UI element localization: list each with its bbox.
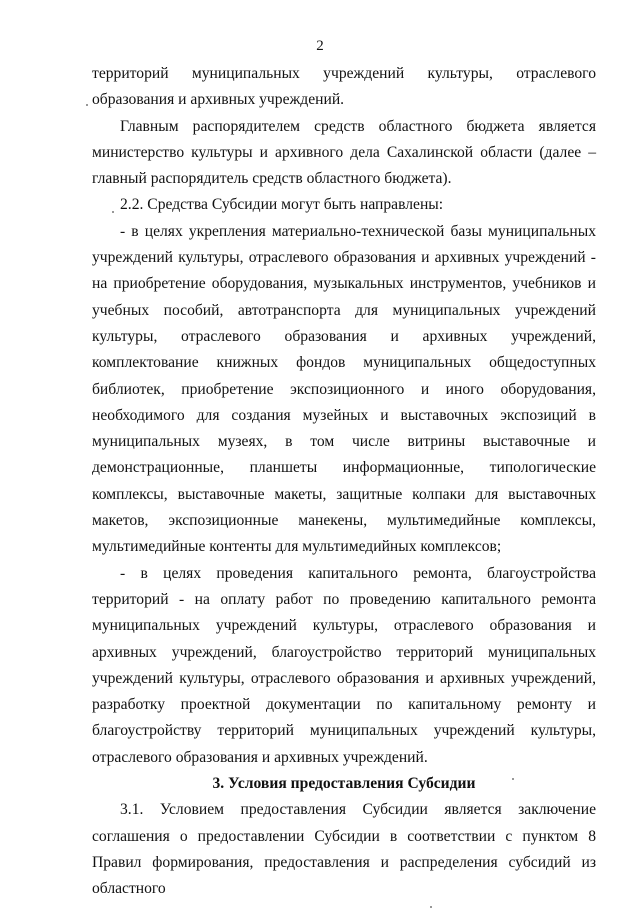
paragraph-chief-administrator: Главным распорядителем средств областного бюджета является министерство культуры и архивного дела Сахалинской области (далее – главный распорядитель средств областного бюджета). xyxy=(92,117,596,188)
scan-speck xyxy=(112,211,114,213)
section-heading: 3. Условия предоставления Субсидии xyxy=(212,775,476,793)
document-body xyxy=(92,61,596,903)
paragraph-capital-repair: - в целях проведения капитального ремонта, благоустройства территорий - на оплату работ по проведению капитального ремонта муниципальных учреждений культуры, отраслевого образования и архивных учреждений, благоустройство территорий муниципальных учреждений культуры, отраслевого образования и архивных учреждений, разработку проектной документации по капитальному ремонту и благоустройству территорий муниципальных учреждений культуры, отраслевого образования и архивных учреждений. xyxy=(92,564,596,766)
scan-speck xyxy=(430,906,432,908)
paragraph-subsidy-directions: 2.2. Средства Субсидии могут быть направлены: xyxy=(120,196,444,214)
page-number: 2 xyxy=(316,38,324,54)
paragraph-conditions: 3.1. Условием предоставления Субсидии является заключение соглашения о предоставлении Субсидии в соответствии с пунктом 8 Правил формирования, предоставления и распределения субсидий из областного xyxy=(92,801,596,898)
scan-speck xyxy=(86,104,88,106)
paragraph-material-base: - в целях укрепления материально-технической базы муниципальных учреждений культуры, отраслевого образования и архивных учреждений - на приобретение оборудования, музыкальных инструментов, учебников и учебных пособий, автотранспорта для муниципальных учреждений культуры, отраслевого образования и архивных учреждений, комплектование книжных фондов муниципальных общедоступных библиотек, приобретение экспозиционного и иного оборудования, необходимого для создания музейных и выставочных экспозиций в муниципальных музеях, в том числе витрины выставочные и демонстрационные, планшеты информационные, типологические комплексы, выставочные макеты, защитные колпаки для выставочных макетов, экспозиционные манекены, мультимедийные комплексы, мультимедийные контенты для мультимедийных комплексов; xyxy=(92,222,596,556)
scan-speck xyxy=(512,778,514,780)
paragraph-territories-continuation: территорий муниципальных учреждений культуры, отраслевого образования и архивных учреждений. xyxy=(92,65,596,109)
